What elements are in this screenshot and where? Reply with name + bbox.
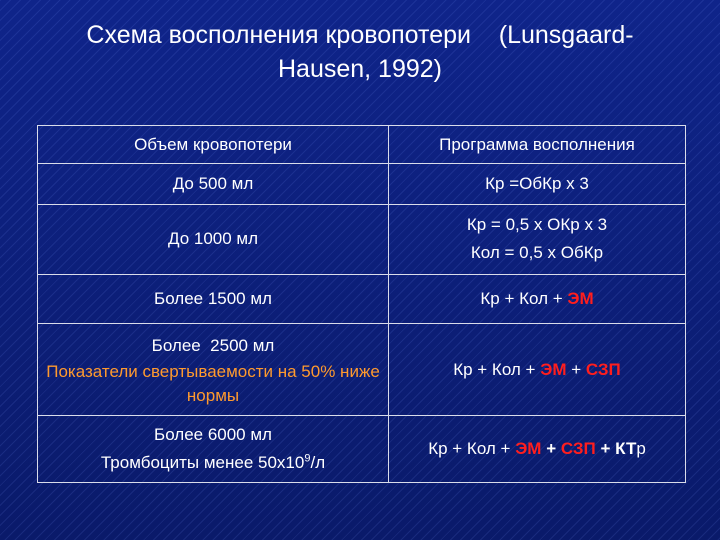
table-row	[38, 323, 686, 416]
program-text: +	[541, 439, 561, 459]
em-highlight: ЭМ	[567, 288, 594, 308]
table-row	[38, 275, 686, 323]
slide-title-line1: Схема восполнения кровопотери (Lunsgaard-	[86, 21, 634, 49]
program-cell	[389, 416, 686, 483]
program-cell	[389, 204, 686, 275]
program-text: +	[595, 439, 616, 459]
program-cell: Кр =ОбКр х 3	[389, 164, 686, 204]
table-header-row	[38, 126, 686, 164]
platelet-exponent: 9	[304, 452, 311, 465]
em-highlight: ЭМ	[540, 359, 567, 379]
volume-cell	[38, 416, 389, 483]
slide-title	[0, 18, 720, 86]
program-text: Кр + Кол +	[453, 359, 541, 379]
header-program: Программа восполнения	[389, 126, 686, 164]
em-highlight: ЭМ	[515, 439, 542, 459]
program-cell	[389, 323, 686, 416]
kt-text: КТ	[615, 439, 637, 459]
volume-line: Более 2500 мл	[151, 335, 275, 355]
szp-highlight: СЗП	[560, 439, 596, 459]
slide-title-line2: Hausen, 1992)	[277, 55, 442, 83]
program-text: Кр + Кол +	[480, 288, 568, 308]
coagulation-note: Показатели свертываемости на 50% ниже нормы	[46, 361, 380, 405]
table-row	[38, 416, 686, 483]
program-text: +	[566, 359, 586, 379]
program-line: Кол = 0,5 х ОбКр	[470, 243, 604, 263]
program-text: Кр + Кол +	[428, 439, 516, 459]
volume-cell: Более 1500 мл	[38, 275, 389, 323]
platelet-unit: /л	[310, 453, 326, 473]
table-row	[38, 164, 686, 204]
blood-loss-table	[37, 125, 686, 483]
szp-highlight: СЗП	[585, 359, 621, 379]
volume-line: Более 6000 мл	[154, 425, 272, 445]
volume-cell: До 500 мл	[38, 164, 389, 204]
program-line: Кр = 0,5 х ОКр х 3	[466, 215, 608, 235]
program-cell	[389, 275, 686, 323]
platelet-line	[46, 449, 380, 477]
table-row	[38, 204, 686, 275]
platelet-text: Тромбоциты менее 50х10	[100, 453, 305, 473]
program-text: р	[636, 439, 646, 459]
volume-cell: До 1000 мл	[38, 204, 389, 275]
volume-cell	[38, 323, 389, 416]
header-volume: Объем кровопотери	[38, 126, 389, 164]
